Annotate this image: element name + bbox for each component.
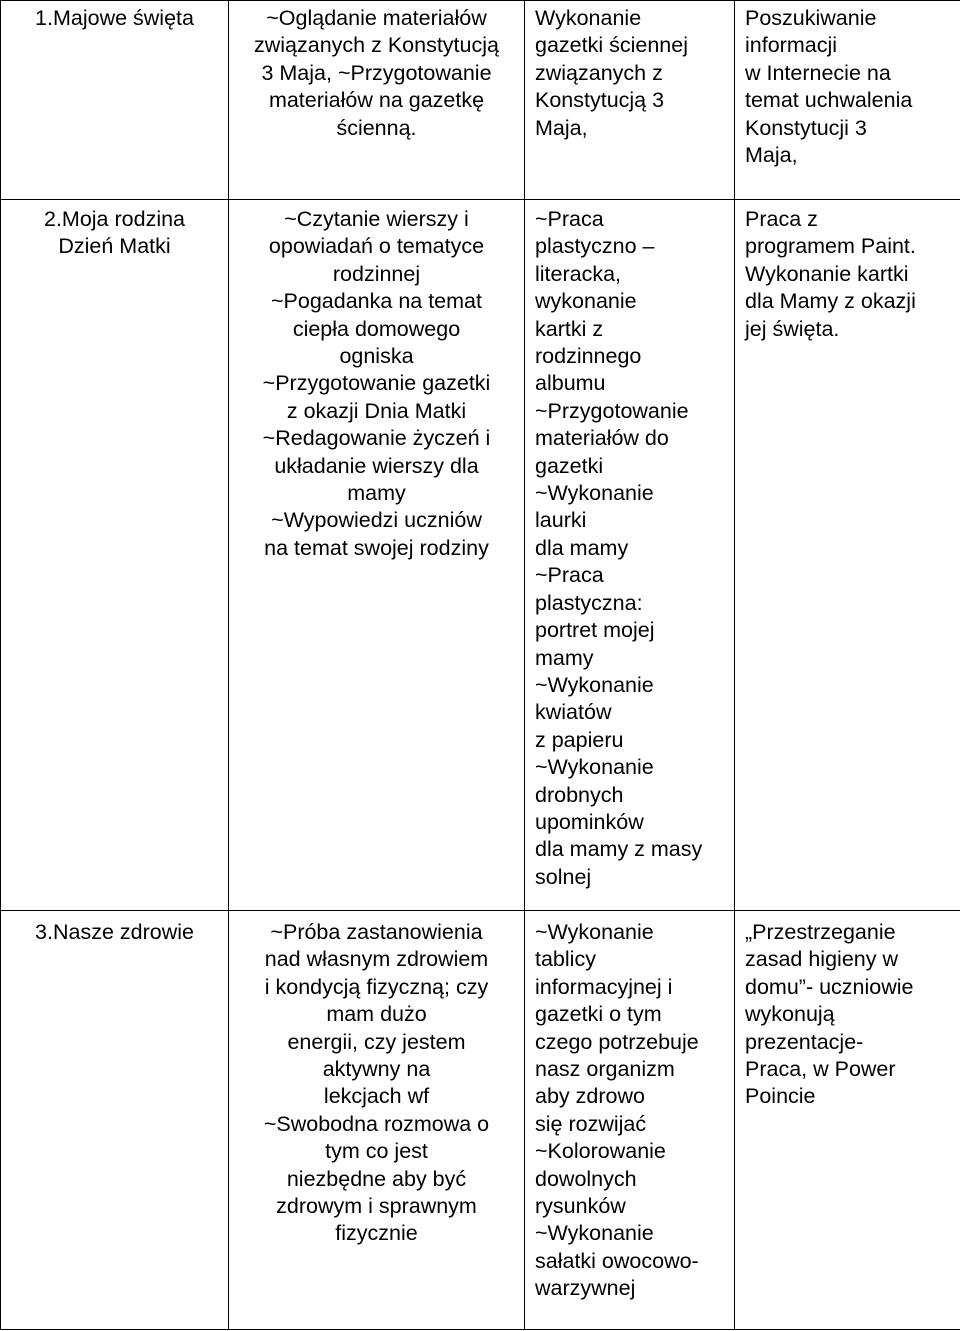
cell-text-line: ~Przygotowanie gazetki: [262, 371, 491, 396]
cell-text-line: niezbędne aby być: [286, 1166, 467, 1191]
cell-text-line: w Internecie na: [745, 60, 891, 85]
cell-text-line: kwiatów: [535, 700, 612, 725]
cell-text-line: związanych z: [535, 60, 663, 85]
cell-text-line: ~Przygotowanie: [535, 398, 689, 423]
cell-text-line: domu”- uczniowie: [745, 974, 914, 999]
topic-cell: [1, 911, 229, 1330]
table-row: [1, 200, 960, 911]
cell-text-line: materiałów na gazetkę: [268, 88, 485, 113]
cell-text-line: fizycznie: [335, 1221, 418, 1246]
cell-text-line: gazetki: [535, 453, 604, 478]
cell-text-line: ogniska: [339, 344, 414, 369]
cell-text-line: informacji: [745, 33, 837, 58]
activities-cell: [229, 200, 525, 911]
cell-text-line: Praca, w Power: [745, 1057, 896, 1082]
cell-text-line: związanych z Konstytucją: [254, 33, 499, 58]
cell-text-line: i kondycją fizyczną; czy: [264, 974, 489, 999]
cell-text-line: Konstytucji 3: [745, 115, 867, 140]
cell-text-line: energii, czy jestem: [287, 1029, 466, 1054]
cell-text-line: lekcjach wf: [323, 1084, 430, 1109]
cell-text-line: albumu: [535, 371, 606, 396]
cell-text-line: prezentacje-: [745, 1029, 864, 1054]
cell-text-line: ciepła domowego: [292, 316, 461, 341]
cell-text-line: jej święta.: [745, 316, 840, 341]
cell-text-line: tym co jest: [325, 1139, 428, 1164]
cell-text-line: mamy: [535, 645, 594, 670]
cell-text-line: ~Wykonanie: [535, 481, 654, 506]
cell-text-line: nasz organizm: [535, 1057, 675, 1082]
cell-text-line: gazetki o tym: [535, 1002, 662, 1027]
cell-text-line: „Przestrzeganie: [745, 920, 896, 944]
cell-text-line: Poszukiwanie: [745, 6, 877, 30]
topic-cell: [1, 1, 229, 200]
cell-text-line: zdrowym i sprawnym: [276, 1194, 477, 1219]
cell-text-line: solnej: [535, 864, 592, 889]
cell-text-line: ~Praca: [535, 563, 604, 588]
cell-text-line: aktywny na: [322, 1057, 431, 1082]
cell-text-line: drobnych: [535, 782, 624, 807]
table-row: [1, 911, 960, 1330]
cell-text-line: ~Praca: [535, 207, 604, 231]
cell-text-line: ~Redagowanie życzeń i: [262, 426, 491, 451]
cell-text-line: plastyczno –: [535, 234, 655, 259]
cell-text-line: temat uchwalenia: [745, 88, 913, 113]
cell-text-line: Maja,: [745, 143, 798, 168]
cell-text-line: ~Swobodna rozmowa o: [263, 1111, 490, 1136]
cell-text-line: Konstytucją 3: [535, 88, 665, 113]
cell-text-line: ~Oglądanie materiałów: [266, 6, 487, 30]
cell-text-line: dla mamy z masy: [535, 837, 703, 862]
ict-cell: [735, 911, 960, 1330]
cell-text-line: mam dużo: [326, 1002, 427, 1027]
cell-text-line: materiałów do: [535, 426, 669, 451]
cell-text-line: tablicy: [535, 947, 596, 972]
cell-text-line: ~Próba zastanowienia: [270, 920, 483, 944]
tasks-cell: [525, 1, 735, 200]
cell-text-line: ~Wypowiedzi uczniów: [271, 508, 482, 533]
cell-text-line: 2.Moja rodzina: [43, 207, 186, 231]
cell-text-line: wykonanie: [535, 289, 637, 314]
cell-text-line: ~Pogadanka na temat: [271, 289, 482, 314]
cell-text-line: układanie wierszy dla: [274, 453, 479, 478]
cell-text-line: rysunków: [535, 1194, 626, 1219]
cell-text-line: sałatki owocowo-: [535, 1248, 699, 1273]
cell-text-line: mamy: [347, 481, 406, 506]
cell-text-line: informacyjnej i: [535, 974, 673, 999]
cell-text-line: rodzinnego: [535, 344, 642, 369]
cell-text-line: Maja,: [535, 115, 588, 140]
cell-text-line: Poincie: [745, 1084, 816, 1109]
cell-text-line: ~Wykonanie: [535, 920, 654, 944]
cell-text-line: dowolnych: [535, 1166, 637, 1191]
cell-text-line: laurki: [535, 508, 587, 533]
cell-text-line: gazetki ściennej: [535, 33, 688, 58]
cell-text-line: Wykonanie kartki: [745, 261, 909, 286]
topic-cell: [1, 200, 229, 911]
cell-text-line: się rozwijać: [535, 1111, 647, 1136]
cell-text-line: 1.Majowe święta: [35, 6, 194, 30]
table-row: [1, 1, 960, 200]
cell-text-line: Wykonanie: [535, 6, 642, 30]
cell-text-line: 3.Nasze zdrowie: [35, 920, 194, 944]
ict-cell: [735, 200, 960, 911]
cell-text-line: ~Wykonanie: [535, 755, 654, 780]
cell-text-line: ~Wykonanie: [535, 1221, 654, 1246]
cell-text-line: czego potrzebuje: [535, 1029, 699, 1054]
cell-text-line: z okazji Dnia Matki: [286, 398, 467, 423]
cell-text-line: aby zdrowo: [535, 1084, 645, 1109]
cell-text-line: 3 Maja, ~Przygotowanie: [261, 60, 492, 85]
activities-cell: [229, 911, 525, 1330]
cell-text-line: ścienną.: [336, 115, 417, 140]
ict-cell: [735, 1, 960, 200]
cell-text-line: Praca z: [745, 207, 818, 231]
cell-text-line: ~Wykonanie: [535, 672, 654, 697]
cell-text-line: ~Kolorowanie: [535, 1139, 666, 1164]
cell-text-line: upominków: [535, 809, 644, 834]
cell-text-line: dla mamy: [535, 535, 629, 560]
tasks-cell: [525, 911, 735, 1330]
cell-text-line: kartki z: [535, 316, 604, 341]
cell-text-line: dla Mamy z okazji: [745, 289, 916, 314]
cell-text-line: portret mojej: [535, 618, 655, 643]
cell-text-line: Dzień Matki: [58, 234, 171, 259]
tasks-cell: [525, 200, 735, 911]
cell-text-line: plastyczna:: [535, 590, 643, 615]
cell-text-line: zasad higieny w: [745, 947, 898, 972]
cell-text-line: rodzinnej: [332, 261, 421, 286]
cell-text-line: ~Czytanie wierszy i: [284, 207, 469, 231]
cell-text-line: warzywnej: [535, 1276, 636, 1301]
activities-cell: [229, 1, 525, 200]
cell-text-line: wykonują: [745, 1002, 835, 1027]
cell-text-line: programem Paint.: [745, 234, 916, 259]
cell-text-line: literacka,: [535, 261, 622, 286]
cell-text-line: na temat swojej rodziny: [264, 535, 489, 560]
cell-text-line: nad własnym zdrowiem: [264, 947, 489, 972]
cell-text-line: z papieru: [535, 727, 624, 752]
cell-text-line: opowiadań o tematyce: [268, 234, 485, 259]
